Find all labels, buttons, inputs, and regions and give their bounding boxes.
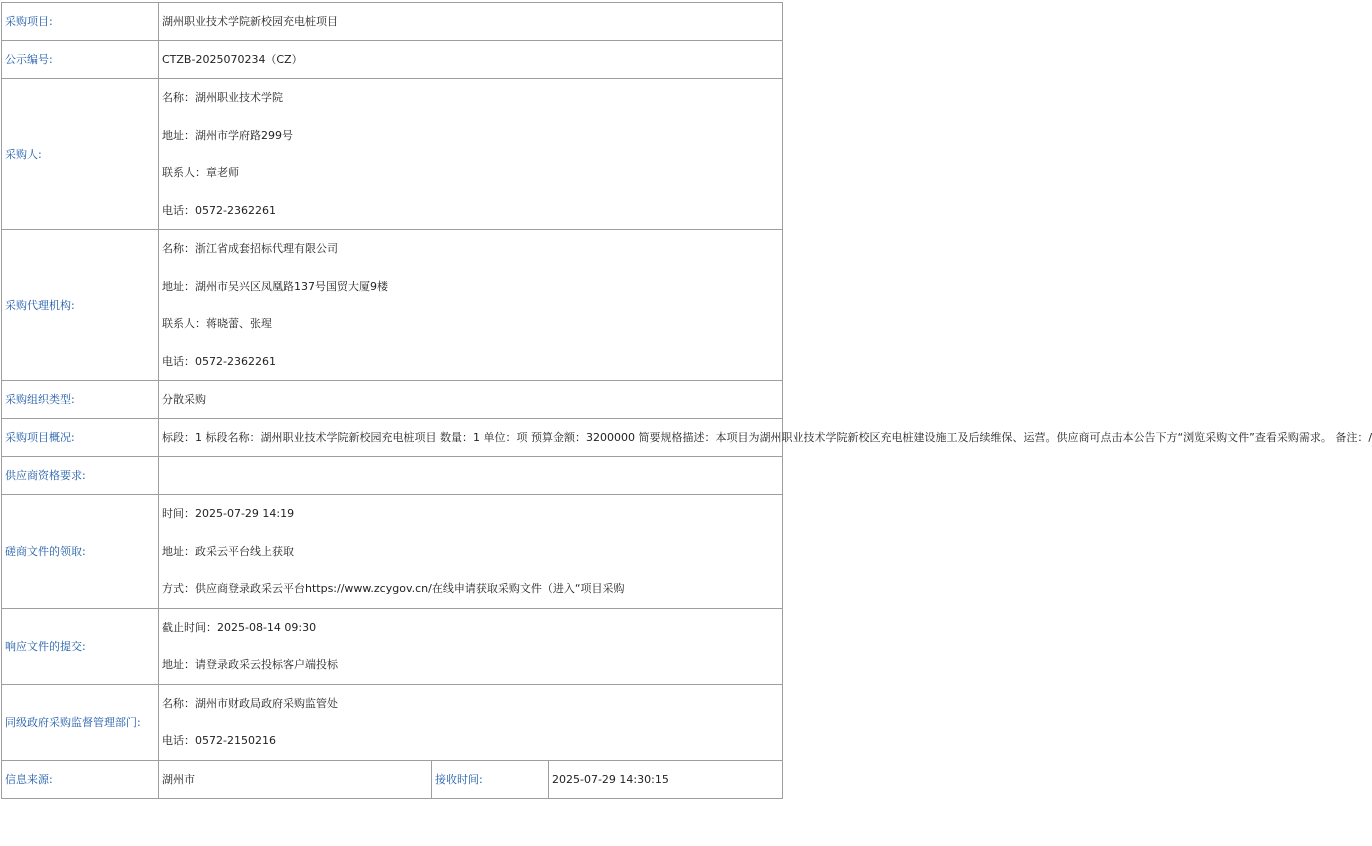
supplier-req-value (159, 457, 783, 495)
doc-obtain-method: 方式：供应商登录政采云平台https://www.zcygov.cn/在线申请获取采购文件（进入“项目采购 (162, 582, 625, 595)
supervisor-details (159, 684, 783, 760)
row-footer (2, 760, 783, 798)
agency-contact: 联系人：蒋晓蕾、张瑆 (162, 317, 272, 330)
received-value: 2025-07-29 14:30:15 (549, 760, 783, 798)
overview-label: 采购项目概况: (2, 419, 159, 457)
purchaser-name: 名称：湖州职业技术学院 (162, 91, 283, 104)
agency-label: 采购代理机构: (2, 230, 159, 381)
row-doc-submit (2, 608, 783, 684)
agency-name: 名称：浙江省成套招标代理有限公司 (162, 242, 338, 255)
notice-no-label: 公示编号: (2, 41, 159, 79)
purchaser-label: 采购人: (2, 79, 159, 230)
org-type-value: 分散采购 (159, 381, 783, 419)
agency-phone: 电话：0572-2362261 (162, 354, 276, 368)
purchaser-phone: 电话：0572-2362261 (162, 203, 276, 217)
agency-address: 地址：湖州市吴兴区凤凰路137号国贸大厦9楼 (162, 279, 388, 293)
doc-obtain-label: 磋商文件的领取: (2, 495, 159, 609)
supervisor-name: 名称：湖州市财政局政府采购监管处 (162, 696, 338, 710)
org-type-label: 采购组织类型: (2, 381, 159, 419)
row-doc-obtain (2, 495, 783, 609)
notice-no-value: CTZB-2025070234（CZ） (159, 41, 783, 79)
doc-obtain-address: 地址：政采云平台线上获取 (162, 544, 294, 558)
supervisor-label: 同级政府采购监督管理部门: (2, 684, 159, 760)
row-agency (2, 230, 783, 381)
supplier-req-label: 供应商资格要求: (2, 457, 159, 495)
row-purchaser (2, 79, 783, 230)
doc-submit-label: 响应文件的提交: (2, 608, 159, 684)
row-overview (2, 419, 783, 457)
doc-obtain-time: 时间：2025-07-29 14:19 (162, 507, 295, 520)
source-label: 信息来源: (2, 760, 159, 798)
row-project (2, 3, 783, 41)
announcement-info-table-wrapper (1, 2, 1372, 799)
doc-obtain-details (159, 495, 783, 609)
row-supervisor (2, 684, 783, 760)
doc-submit-address: 地址：请登录政采云投标客户端投标 (162, 658, 338, 671)
announcement-info-table (1, 2, 1372, 799)
project-label: 采购项目: (2, 3, 159, 41)
received-label: 接收时间: (432, 760, 549, 798)
supervisor-phone: 电话：0572-2150216 (162, 734, 276, 747)
doc-submit-deadline: 截止时间：2025-08-14 09:30 (162, 620, 317, 634)
project-value: 湖州职业技术学院新校园充电桩项目 (159, 3, 783, 41)
overview-value: 标段：1 标段名称：湖州职业技术学院新校园充电桩项目 数量：1 单位：项 预算金额：3200000 简要规格描述：本项目为湖州职业技术学院新校区充电桩建设施工及后续维保、运营。供应商可点击本公告下方“浏览采购文件”查看采购需求。 备注：/ (159, 419, 783, 457)
row-supplier-req (2, 457, 783, 495)
row-org-type (2, 381, 783, 419)
purchaser-details (159, 79, 783, 230)
row-notice-no (2, 41, 783, 79)
agency-details (159, 230, 783, 381)
source-value: 湖州市 (159, 760, 432, 798)
purchaser-address: 地址：湖州市学府路299号 (162, 128, 293, 142)
purchaser-contact: 联系人：章老师 (162, 166, 239, 179)
doc-submit-details (159, 608, 783, 684)
